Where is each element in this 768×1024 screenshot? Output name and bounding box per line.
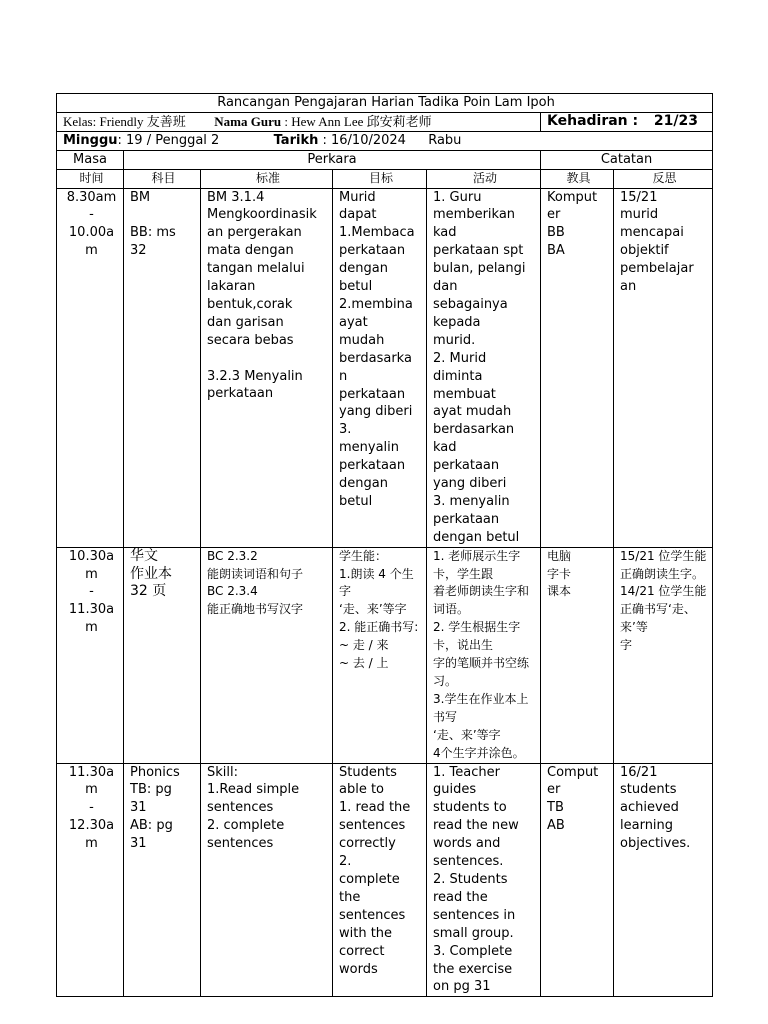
cell-line: 能朗读词语和句子	[207, 566, 304, 581]
cell-line: words	[339, 961, 378, 977]
cell-line: sentences	[207, 800, 274, 816]
cell-line: BA	[547, 243, 565, 259]
kelas-label: Kelas:	[63, 113, 97, 129]
cell-line: betul	[339, 493, 373, 509]
cell-line: 2. Students	[433, 871, 508, 887]
subject-cell	[124, 547, 201, 763]
cell-line: perkataan spt	[433, 243, 524, 259]
cell-line: sentences	[339, 818, 406, 834]
cell-line: tangan melalui	[207, 261, 305, 277]
table-row	[57, 188, 713, 547]
cell-line: 32	[130, 243, 147, 259]
cell-line: the exercise	[433, 961, 513, 977]
cell-line: mata dengan	[207, 243, 294, 259]
cell-line: read the new	[433, 818, 519, 834]
cell-line: BC 2.3.2	[207, 548, 258, 563]
standard-cell	[201, 763, 333, 997]
cell-line: yang diberi	[339, 404, 413, 420]
cell-line: sentences.	[433, 854, 504, 870]
cell-line: Komput	[547, 189, 598, 205]
subheader-time: 时间	[57, 169, 124, 188]
cell-line: yang diberi	[433, 476, 507, 492]
cell-line: 11.30a	[68, 602, 115, 618]
info-row-2	[57, 131, 713, 150]
cell-line: bulan, pelangi	[433, 261, 526, 277]
cell-line: kad	[433, 440, 457, 456]
cell-line: 32 页	[130, 583, 167, 600]
cell-line: kepada	[433, 314, 481, 330]
subheader-objective: 目标	[333, 169, 427, 188]
cell-line: Skill:	[207, 764, 238, 780]
subject-cell	[124, 763, 201, 997]
cell-line: small group.	[433, 925, 514, 941]
cell-line: perkataan	[339, 243, 406, 259]
cell-line: an pergerakan	[207, 225, 302, 241]
cell-line: 3. menyalin	[433, 493, 510, 509]
cell-line: BB	[547, 225, 565, 241]
reflection-cell	[614, 188, 713, 547]
lesson-plan-table	[56, 93, 713, 997]
header-masa: Masa	[57, 150, 124, 169]
minggu-value: : 19 / Penggal 2	[117, 132, 220, 148]
cell-line: students	[620, 782, 677, 798]
cell-line	[207, 350, 329, 368]
cell-line: 华文	[130, 547, 158, 564]
document-title: Rancangan Pengajaran Harian Tadika Poin Lam Ipoh	[57, 94, 713, 113]
cell-line: complete	[339, 871, 400, 887]
cell-line: 4个生字并涂色。	[433, 745, 525, 760]
class-teacher-cell	[57, 112, 541, 131]
cell-line: dengan betul	[433, 529, 520, 545]
time-cell	[57, 547, 124, 763]
cell-line: 正确书写‘走、来’等	[620, 602, 696, 635]
cell-line: ayat mudah	[433, 404, 512, 420]
tarikh-value: : 16/10/2024	[322, 132, 406, 148]
subheader-activity: 活动	[427, 169, 541, 188]
cell-line: perkataan	[339, 458, 406, 474]
subheader-reflection: 反思	[614, 169, 713, 188]
cell-line: murid	[620, 207, 659, 223]
week-date-cell	[57, 131, 713, 150]
reflection-cell	[614, 763, 713, 997]
cell-line: BM	[130, 189, 151, 205]
cell-line: correctly	[339, 836, 396, 852]
cell-line: 能正确地书写汉字	[207, 602, 304, 617]
cell-line: 2. Murid	[433, 350, 487, 366]
cell-line: 2. 能正确书写:	[339, 620, 419, 635]
kehadiran-label: Kehadiran :	[547, 112, 639, 129]
cell-line: 1. read the	[339, 800, 411, 816]
cell-line: 8.30am	[66, 189, 117, 205]
cell-line: secara bebas	[207, 332, 294, 348]
reflection-cell	[614, 547, 713, 763]
tarikh-label: Tarikh	[273, 132, 319, 148]
cell-line: 2.	[339, 854, 352, 870]
cell-line: sebagainya	[433, 296, 508, 312]
cell-line: 31	[130, 800, 147, 816]
cell-line: BC 2.3.4	[207, 584, 258, 599]
cell-line: perkataan	[433, 511, 500, 527]
cell-line: Murid	[339, 189, 376, 205]
cell-line: diminta	[433, 368, 483, 384]
cell-line: 作业本	[130, 565, 172, 582]
cell-line: Students	[339, 764, 397, 780]
cell-line: 3. Complete	[433, 943, 513, 959]
cell-line: ~ 走 / 来	[339, 638, 389, 653]
cell-line: 1.朗读 4 个生字	[339, 566, 414, 599]
cell-line: 2. complete	[207, 818, 285, 834]
cell-line: 15/21 位学生能	[620, 548, 707, 563]
cell-line: the	[339, 889, 361, 905]
cell-line: learning	[620, 818, 674, 834]
cell-line: m	[85, 836, 98, 852]
subheader-standard: 标准	[201, 169, 333, 188]
cell-line: TB: pg	[130, 782, 172, 798]
materials-cell	[541, 547, 614, 763]
standard-cell	[201, 547, 333, 763]
cell-line: 12.30a	[68, 818, 115, 834]
cell-line: berdasarkan	[433, 422, 515, 438]
cell-line: 1. 老师展示生字卡，学生跟	[433, 548, 521, 581]
cell-line: 2. 学生根据生字卡，说出生	[433, 620, 521, 653]
info-row-1	[57, 112, 713, 131]
cell-line: 1.Read simple	[207, 782, 300, 798]
cell-line: kad	[433, 225, 457, 241]
cell-line: 1. Guru	[433, 189, 482, 205]
nama-guru-label: Nama Guru	[214, 113, 282, 129]
cell-line: berdasarka	[339, 350, 412, 366]
cell-line: guides	[433, 782, 477, 798]
subject-cell	[124, 188, 201, 547]
cell-line: achieved	[620, 800, 679, 816]
cell-line: 31	[130, 836, 147, 852]
cell-line: -	[89, 207, 94, 223]
cell-line: 16/21	[620, 764, 658, 780]
cell-line: ~ 去 / 上	[339, 656, 389, 671]
cell-line: m	[85, 566, 98, 582]
kehadiran-value: 21/23	[653, 112, 698, 129]
cell-line: mudah	[339, 332, 385, 348]
minggu-label: Minggu	[63, 132, 118, 148]
cell-line: sentences	[207, 836, 274, 852]
day-value: Rabu	[428, 132, 462, 148]
header-perkara: Perkara	[124, 150, 541, 169]
materials-cell	[541, 763, 614, 997]
cell-line: students to	[433, 800, 507, 816]
cell-line: TB	[547, 800, 564, 816]
header-catatan: Catatan	[541, 150, 713, 169]
table-row	[57, 763, 713, 997]
cell-line: 2.membina	[339, 296, 413, 312]
time-cell	[57, 188, 124, 547]
cell-line: objectives.	[620, 836, 691, 852]
standard-cell	[201, 188, 333, 547]
cell-line: ayat	[339, 314, 368, 330]
time-cell	[57, 763, 124, 997]
objective-cell	[333, 763, 427, 997]
cell-line: BB: ms	[130, 225, 176, 241]
cell-line: 课本	[547, 584, 572, 599]
cell-line: betul	[339, 279, 373, 295]
cell-line: 字卡	[547, 566, 572, 581]
cell-line: er	[547, 207, 561, 223]
title-row	[57, 94, 713, 113]
cell-line: words and	[433, 836, 501, 852]
cell-line: sentences	[339, 907, 406, 923]
cell-line: perkataan	[433, 458, 500, 474]
subheader-row	[57, 169, 713, 188]
cell-line: dan garisan	[207, 314, 284, 330]
cell-line: perkataan	[207, 386, 274, 402]
cell-line: m	[85, 782, 98, 798]
cell-line: ‘走、来’等字	[339, 602, 407, 617]
cell-line: 正确朗读生字。	[620, 566, 705, 581]
cell-line: on pg 31	[433, 979, 491, 995]
cell-line: lakaran	[207, 279, 256, 295]
cell-line: 3.学生在作业本上书写	[433, 691, 529, 724]
attendance-cell	[541, 112, 713, 131]
cell-line: Mengkoordinasik	[207, 207, 317, 223]
nama-guru-value: : Hew Ann Lee 邱安莉老师	[284, 113, 432, 129]
subheader-materials: 教具	[541, 169, 614, 188]
cell-line: dapat	[339, 207, 377, 223]
cell-line: 10.30a	[68, 548, 115, 564]
cell-line: dengan	[339, 261, 388, 277]
cell-line: 字的笔顺并书空练习。	[433, 656, 530, 688]
cell-line: 3.	[339, 422, 352, 438]
cell-line: 1. Teacher	[433, 764, 500, 780]
cell-line: pembelajar	[620, 261, 694, 277]
cell-line: bentuk,corak	[207, 296, 293, 312]
cell-line: 15/21	[620, 189, 658, 205]
cell-line: dengan	[339, 476, 388, 492]
cell-line: menyalin	[339, 440, 400, 456]
subheader-subject: 科目	[124, 169, 201, 188]
cell-line: murid.	[433, 332, 476, 348]
cell-line: AB	[547, 818, 565, 834]
cell-line: 11.30a	[68, 764, 115, 780]
cell-line: 14/21 位学生能	[620, 584, 707, 599]
cell-line: n	[339, 368, 348, 384]
cell-line: memberikan	[433, 207, 516, 223]
cell-line: correct	[339, 943, 385, 959]
cell-line: AB: pg	[130, 818, 173, 834]
cell-line: m	[85, 243, 98, 259]
cell-line: membuat	[433, 386, 496, 402]
cell-line: 1.Membaca	[339, 225, 415, 241]
cell-line: 3.2.3 Menyalin	[207, 368, 303, 384]
cell-line: with the	[339, 925, 393, 941]
cell-line: 10.00a	[68, 225, 115, 241]
activity-cell	[427, 763, 541, 997]
cell-line: read the	[433, 889, 488, 905]
cell-line: BM 3.1.4	[207, 189, 265, 205]
activity-cell	[427, 188, 541, 547]
cell-line: Phonics	[130, 764, 180, 780]
cell-line	[130, 206, 197, 224]
cell-line: ‘走、来’等字	[433, 727, 501, 742]
cell-line: mencapai	[620, 225, 684, 241]
cell-line: dan	[433, 279, 458, 295]
cell-line: 着老师朗读生字和词语。	[433, 584, 530, 617]
cell-line: sentences in	[433, 907, 516, 923]
cell-line: perkataan	[339, 386, 406, 402]
cell-line: 字	[620, 638, 633, 653]
cell-line: 学生能：	[339, 548, 388, 563]
cell-line: an	[620, 279, 637, 295]
objective-cell	[333, 547, 427, 763]
cell-line: -	[89, 584, 94, 600]
kelas-value: Friendly 友善班	[99, 113, 186, 129]
header-row	[57, 150, 713, 169]
cell-line: objektif	[620, 243, 669, 259]
cell-line: er	[547, 782, 561, 798]
cell-line: -	[89, 800, 94, 816]
materials-cell	[541, 188, 614, 547]
cell-line: Comput	[547, 764, 599, 780]
cell-line: able to	[339, 782, 385, 798]
table-row	[57, 547, 713, 763]
cell-line: m	[85, 620, 98, 636]
cell-line: 电脑	[547, 548, 572, 563]
objective-cell	[333, 188, 427, 547]
activity-cell	[427, 547, 541, 763]
